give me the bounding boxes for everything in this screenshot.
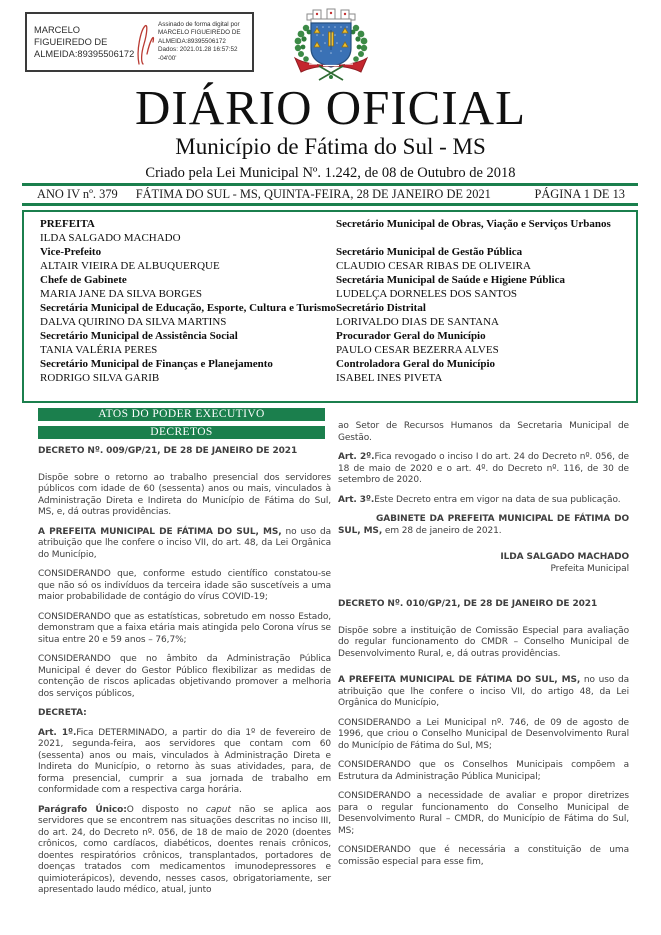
decree-009-heading: DECRETO Nº. 009/GP/21, DE 28 DE JANEIRO DE 2021 <box>38 446 298 456</box>
decree-009-decreta: DECRETA: <box>38 708 87 718</box>
official-entry <box>336 273 622 301</box>
body-right-column <box>338 421 629 868</box>
municipal-coat-of-arms-icon <box>273 6 389 89</box>
edition-number: ANO IV nº. 379 <box>37 187 118 201</box>
section-bar-executive: ATOS DO PODER EXECUTIVO <box>38 408 325 421</box>
official-name <box>336 231 622 245</box>
official-entry <box>40 301 336 329</box>
official-name: RODRIGO SILVA GARIB <box>40 372 160 384</box>
section-bar-decrees: DECRETOS <box>38 426 325 439</box>
decree-009-gabinete: GABINETE DA PREFEITA MUNICIPAL DE FÁTIMA DO SUL, MS, em 28 de janeiro de 2021. <box>338 514 629 536</box>
decree-010-considerando-1: CONSIDERANDO a Lei Municipal nº. 746, de 09 de agosto de 1996, que criou o Conselho Municipal de Desenvolvimento Rural do Município de Fátima do Sul, MS; <box>338 717 629 751</box>
official-name: ALTAIR VIEIRA DE ALBUQUERQUE <box>40 260 220 272</box>
decree-009-paragrafo-unico: Parágrafo Único:O disposto no caput não se aplica aos servidores que se encontrem nas situações descritas no inciso III, do art. 24, do Decreto nº. 056, de 18 de maio de 2020 (doentes crônicos, como cardíacos, diabéticos, doentes renais crônicos, doentes respiratórios crônicos, transplantados, portadores de doenças tratados com medicamentos imunodepressores e quimioterápicos), devendo, nesses casos, obrigatoriamente, ser apresentado laudo médico, atual, junto <box>38 804 331 895</box>
official-entry <box>40 273 336 301</box>
signer-name-line2: ALMEIDA:89395506172 <box>34 49 135 59</box>
official-title: Secretário Municipal de Finanças e Planejamento <box>40 358 273 370</box>
decree-009-signature-role: Prefeita Municipal <box>550 563 629 574</box>
decree-009-art-1: Art. 1º.Fica DETERMINADO, a partir do dia 1º de fevereiro de 2021, segunda-feira, aos servidores que contam com 60 (sessenta) anos ou mais, vinculados à Administração Direta e Indireta do Município, o retorno às suas atividades, para, de forma presencial, cumprir a sua jornada de trabalho em conformidade com a respectiva carga horária. <box>38 727 331 795</box>
official-entry <box>40 245 336 273</box>
official-entry <box>336 357 622 385</box>
officials-left-list <box>40 217 336 397</box>
official-entry <box>336 301 622 329</box>
masthead <box>0 82 661 182</box>
decree-009-considerando-3: CONSIDERANDO que no âmbito da Administração Pública Municipal é dever do Gestor Público flexibilizar as medidas de contenção de riscos aplicadas objetivando promover a melhoria dos serviços públicos, <box>38 654 331 699</box>
decree-010-considerando-2: CONSIDERANDO que os Conselhos Municipais compõem a Estrutura da Administração Pública Municipal; <box>338 760 629 782</box>
official-title: Secretário Municipal de Obras, Viação e Serviços Urbanos <box>336 218 611 230</box>
newspaper-title: DIÁRIO OFICIAL <box>135 80 526 135</box>
official-name: PAULO CESAR BEZERRA ALVES <box>336 344 499 356</box>
official-title: Procurador Geral do Município <box>336 330 486 342</box>
digital-signature-box <box>25 12 254 72</box>
official-name: DALVA QUIRINO DA SILVA MARTINS <box>40 316 227 328</box>
official-entry <box>336 329 622 357</box>
official-title: Secretária Municipal de Saúde e Higiene Pública <box>336 274 565 286</box>
official-title: Secretária Municipal de Educação, Esporte, Cultura e Turismo <box>40 302 336 314</box>
official-name: ILDA SALGADO MACHADO <box>40 232 181 244</box>
signature-scribble-icon <box>134 18 158 66</box>
decree-009-signature-name: ILDA SALGADO MACHADO <box>500 552 629 562</box>
newspaper-law-line: Criado pela Lei Municipal Nº. 1.242, de 08 de Outubro de 2018 <box>145 165 516 181</box>
newspaper-subtitle: Município de Fátima do Sul - MS <box>175 134 486 159</box>
edition-date: FÁTIMA DO SUL - MS, QUINTA-FEIRA, 28 DE JANEIRO DE 2021 <box>135 187 491 201</box>
official-title: Vice-Prefeito <box>40 246 102 258</box>
decree-010-considerando-4: CONSIDERANDO que é necessária a constituição de uma comissão especial para esse fim, <box>338 845 629 867</box>
decree-009-summary: Dispõe sobre o retorno ao trabalho presencial dos servidores públicos com idade de 60 (sessenta) anos ou mais, vinculados à Administração Direta e Indireta do Município de Fátima do Sul, MS, e, dá outras providências. <box>38 472 331 517</box>
decree-009-continuation: ao Setor de Recursos Humanos da Secretaria Municipal de Gestão. <box>338 421 629 443</box>
official-entry <box>336 217 622 245</box>
edition-band <box>22 183 638 206</box>
official-title: Controladora Geral do Município <box>336 358 495 370</box>
officials-right-list <box>336 217 622 397</box>
official-title: Secretário Municipal de Assistência Social <box>40 330 238 342</box>
decree-010-heading: DECRETO Nº. 010/GP/21, DE 28 DE JANEIRO DE 2021 <box>338 599 598 609</box>
official-name: LUDELÇA DORNELES DOS SANTOS <box>336 288 518 300</box>
signature-details-line2: MARCELO FIGUEIREDO DE <box>158 29 241 37</box>
official-name: ISABEL INES PIVETA <box>336 372 443 384</box>
body-left-column <box>38 446 331 897</box>
official-name: MARIA JANE DA SILVA BORGES <box>40 288 202 300</box>
official-title: Secretário Municipal de Gestão Pública <box>336 246 523 258</box>
signer-name <box>27 24 134 60</box>
decree-009-preamble: A PREFEITA MUNICIPAL DE FÁTIMA DO SUL, MS, no uso da atribuição que lhe confere o inciso VII, do art. 48, da Lei Orgânica do Município, <box>38 526 332 560</box>
decree-009-art-3: Art. 3º.Este Decreto entra em vigor na data de sua publicação. <box>338 494 621 505</box>
decree-010-considerando-3: CONSIDERANDO a necessidade de avaliar e propor diretrizes para o regular funcionamento do Conselho Municipal de Desenvolvimento Rural – CMDR, do Município de Fátima do Sul, MS; <box>338 791 629 836</box>
official-name: LORIVALDO DIAS DE SANTANA <box>336 316 499 328</box>
official-name: CLAUDIO CESAR RIBAS DE OLIVEIRA <box>336 260 531 272</box>
decree-010-preamble: A PREFEITA MUNICIPAL DE FÁTIMA DO SUL, MS, no uso da atribuição que lhe confere o inciso VII, do artigo 48, da Lei Orgânica do Município, <box>338 675 630 708</box>
official-entry <box>40 329 336 357</box>
official-title: Secretário Distrital <box>336 302 426 314</box>
signature-details-line4: Dados: 2021.01.28 16:57:52 -04'00' <box>158 46 238 62</box>
decree-009-art-2: Art. 2º.Fica revogado o inciso I do art. 24 do Decreto nº. 056, de 18 de maio de 2020 e o art. 4º. do Decreto nº. 116, de 30 de setembro de 2020. <box>338 452 629 485</box>
official-title: PREFEITA <box>40 218 95 230</box>
signature-details-line1: Assinado de forma digital por <box>158 20 240 28</box>
decree-009-considerando-2: CONSIDERANDO que as estatísticas, sobretudo em nosso Estado, demonstram que a faixa etária mais atingida pelo Corona vírus se situa entre 20 e 59 anos – 76,7%; <box>38 611 331 645</box>
signature-details-line3: ALMEIDA:89395506172 <box>158 37 226 45</box>
decree-009-considerando-1: CONSIDERANDO que, conforme estudo científico constatou-se que não só os indivíduos da terceira idade são suscetíveis a uma maior probabilidade de contágio do vírus COVID-19; <box>38 569 331 602</box>
official-entry <box>40 357 336 385</box>
signature-details <box>158 21 252 63</box>
decree-010-summary: Dispõe sobre a instituição de Comissão Especial para avaliação do regular funcionamento do CMDR – Conselho Municipal de Desenvolvimento Rural, e, dá outras providências. <box>338 625 629 659</box>
page-indicator: PÁGINA 1 DE 13 <box>534 187 625 201</box>
official-entry <box>40 217 336 245</box>
official-entry <box>336 245 622 273</box>
officials-box <box>22 210 638 403</box>
official-name: TANIA VALÉRIA PERES <box>40 344 158 356</box>
signer-name-line1: MARCELO FIGUEIREDO DE <box>34 25 108 47</box>
official-title: Chefe de Gabinete <box>40 274 127 286</box>
